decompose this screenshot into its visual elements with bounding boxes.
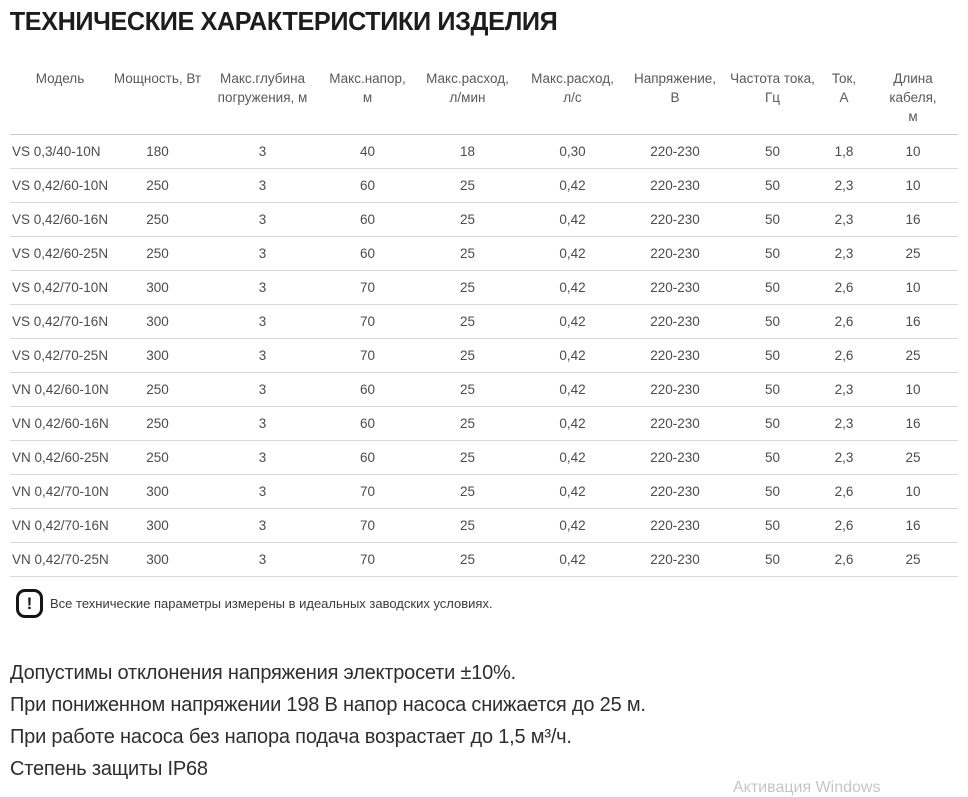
value-cell: 220-230 [625,543,725,577]
value-cell: 0,42 [520,407,625,441]
column-header: Длина кабеля, м [868,60,958,135]
table-row [10,169,958,203]
spec-table [10,60,958,577]
value-cell: 0,42 [520,271,625,305]
model-cell: VN 0,42/70-10N [10,475,110,509]
value-cell: 0,42 [520,543,625,577]
value-cell: 2,3 [820,407,868,441]
value-cell: 10 [868,475,958,509]
value-cell: 3 [205,305,320,339]
value-cell: 220-230 [625,407,725,441]
value-cell: 0,42 [520,441,625,475]
value-cell: 25 [415,339,520,373]
value-cell: 220-230 [625,271,725,305]
value-cell: 250 [110,237,205,271]
value-cell: 250 [110,441,205,475]
value-cell: 25 [868,339,958,373]
footnotes [10,663,968,780]
value-cell: 180 [110,135,205,169]
column-header: Мощность, Вт [110,60,205,135]
value-cell: 60 [320,203,415,237]
value-cell: 300 [110,543,205,577]
value-cell: 2,3 [820,373,868,407]
value-cell: 25 [415,237,520,271]
column-header: Макс.напор, м [320,60,415,135]
value-cell: 50 [725,543,820,577]
value-cell: 16 [868,203,958,237]
value-cell: 220-230 [625,135,725,169]
model-cell: VS 0,42/60-25N [10,237,110,271]
value-cell: 250 [110,169,205,203]
value-cell: 25 [868,441,958,475]
value-cell: 2,3 [820,237,868,271]
value-cell: 60 [320,373,415,407]
value-cell: 60 [320,237,415,271]
activate-windows-watermark: Активация Windows [733,779,881,796]
value-cell: 2,3 [820,203,868,237]
value-cell: 0,42 [520,203,625,237]
value-cell: 220-230 [625,203,725,237]
value-cell: 3 [205,271,320,305]
footnote-low-voltage: При пониженном напряжении 198 В напор насоса снижается до 25 м. [10,694,646,716]
value-cell: 300 [110,475,205,509]
value-cell: 250 [110,373,205,407]
table-row [10,407,958,441]
value-cell: 3 [205,203,320,237]
column-header: Ток, А [820,60,868,135]
table-row [10,203,958,237]
measurement-note [16,588,968,618]
value-cell: 2,3 [820,441,868,475]
value-cell: 50 [725,271,820,305]
model-cell: VS 0,42/70-10N [10,271,110,305]
value-cell: 220-230 [625,373,725,407]
page-title: ТЕХНИЧЕСКИЕ ХАРАКТЕРИСТИКИ ИЗДЕЛИЯ [9,6,558,36]
value-cell: 220-230 [625,237,725,271]
header-row [10,60,958,135]
value-cell: 60 [320,407,415,441]
value-cell: 50 [725,169,820,203]
value-cell: 25 [415,169,520,203]
value-cell: 220-230 [625,509,725,543]
value-cell: 50 [725,237,820,271]
value-cell: 25 [415,305,520,339]
value-cell: 25 [415,271,520,305]
value-cell: 2,6 [820,305,868,339]
exclamation-icon [16,589,43,618]
value-cell: 60 [320,169,415,203]
value-cell: 70 [320,339,415,373]
value-cell: 25 [415,475,520,509]
value-cell: 0,42 [520,305,625,339]
model-cell: VS 0,42/70-25N [10,339,110,373]
value-cell: 60 [320,441,415,475]
value-cell: 1,8 [820,135,868,169]
value-cell: 70 [320,305,415,339]
value-cell: 0,42 [520,339,625,373]
value-cell: 40 [320,135,415,169]
column-header: Модель [10,60,110,135]
model-cell: VS 0,42/70-16N [10,305,110,339]
model-cell: VS 0,42/60-16N [10,203,110,237]
value-cell: 70 [320,475,415,509]
value-cell: 220-230 [625,169,725,203]
value-cell: 50 [725,441,820,475]
model-cell: VS 0,42/60-10N [10,169,110,203]
value-cell: 18 [415,135,520,169]
value-cell: 250 [110,203,205,237]
value-cell: 220-230 [625,305,725,339]
value-cell: 3 [205,339,320,373]
table-row [10,373,958,407]
value-cell: 3 [205,169,320,203]
table-row [10,271,958,305]
value-cell: 50 [725,407,820,441]
table-row [10,475,958,509]
value-cell: 3 [205,237,320,271]
value-cell: 0,42 [520,169,625,203]
value-cell: 0,30 [520,135,625,169]
value-cell: 16 [868,305,958,339]
table-row [10,135,958,169]
model-cell: VN 0,42/70-16N [10,509,110,543]
value-cell: 25 [868,543,958,577]
value-cell: 250 [110,407,205,441]
value-cell: 2,6 [820,271,868,305]
column-header: Частота тока, Гц [725,60,820,135]
value-cell: 50 [725,339,820,373]
table-row [10,441,958,475]
model-cell: VN 0,42/70-25N [10,543,110,577]
value-cell: 70 [320,271,415,305]
value-cell: 300 [110,509,205,543]
value-cell: 50 [725,135,820,169]
value-cell: 2,6 [820,339,868,373]
value-cell: 3 [205,373,320,407]
value-cell: 16 [868,407,958,441]
value-cell: 3 [205,135,320,169]
model-cell: VS 0,3/40-10N [10,135,110,169]
table-row [10,509,958,543]
value-cell: 25 [415,509,520,543]
value-cell: 25 [415,407,520,441]
value-cell: 25 [415,543,520,577]
value-cell: 0,42 [520,373,625,407]
column-header: Макс.расход, л/мин [415,60,520,135]
table-row [10,305,958,339]
footnote-protection-class: Степень защиты IP68 [10,758,208,780]
table-row [10,339,958,373]
footnote-voltage-tolerance: Допустимы отклонения напряжения электросети ±10%. [10,662,517,684]
value-cell: 70 [320,543,415,577]
value-cell: 25 [868,237,958,271]
value-cell: 10 [868,169,958,203]
value-cell: 10 [868,373,958,407]
value-cell: 50 [725,305,820,339]
column-header: Макс.глубина погружения, м [205,60,320,135]
value-cell: 2,6 [820,543,868,577]
value-cell: 220-230 [625,441,725,475]
table-row [10,543,958,577]
value-cell: 50 [725,203,820,237]
value-cell: 10 [868,135,958,169]
value-cell: 16 [868,509,958,543]
value-cell: 50 [725,475,820,509]
value-cell: 300 [110,339,205,373]
spec-table-body [10,135,958,577]
value-cell: 3 [205,407,320,441]
footnote-no-head-flow: При работе насоса без напора подача возрастает до 1,5 м³/ч. [10,726,572,748]
value-cell: 10 [868,271,958,305]
column-header: Напряжение, В [625,60,725,135]
note-text: Все технические параметры измерены в идеальных заводских условиях. [50,595,493,611]
value-cell: 3 [205,509,320,543]
value-cell: 220-230 [625,475,725,509]
spec-table-head [10,60,958,135]
value-cell: 25 [415,203,520,237]
value-cell: 300 [110,271,205,305]
column-header: Макс.расход, л/с [520,60,625,135]
value-cell: 0,42 [520,475,625,509]
model-cell: VN 0,42/60-25N [10,441,110,475]
value-cell: 0,42 [520,509,625,543]
value-cell: 70 [320,509,415,543]
table-row [10,237,958,271]
value-cell: 50 [725,509,820,543]
value-cell: 50 [725,373,820,407]
value-cell: 2,3 [820,169,868,203]
value-cell: 2,6 [820,475,868,509]
model-cell: VN 0,42/60-16N [10,407,110,441]
value-cell: 3 [205,475,320,509]
value-cell: 2,6 [820,509,868,543]
value-cell: 3 [205,543,320,577]
value-cell: 25 [415,441,520,475]
model-cell: VN 0,42/60-10N [10,373,110,407]
value-cell: 3 [205,441,320,475]
value-cell: 220-230 [625,339,725,373]
value-cell: 300 [110,305,205,339]
exclamation-glyph: ! [26,593,33,613]
value-cell: 25 [415,373,520,407]
value-cell: 0,42 [520,237,625,271]
